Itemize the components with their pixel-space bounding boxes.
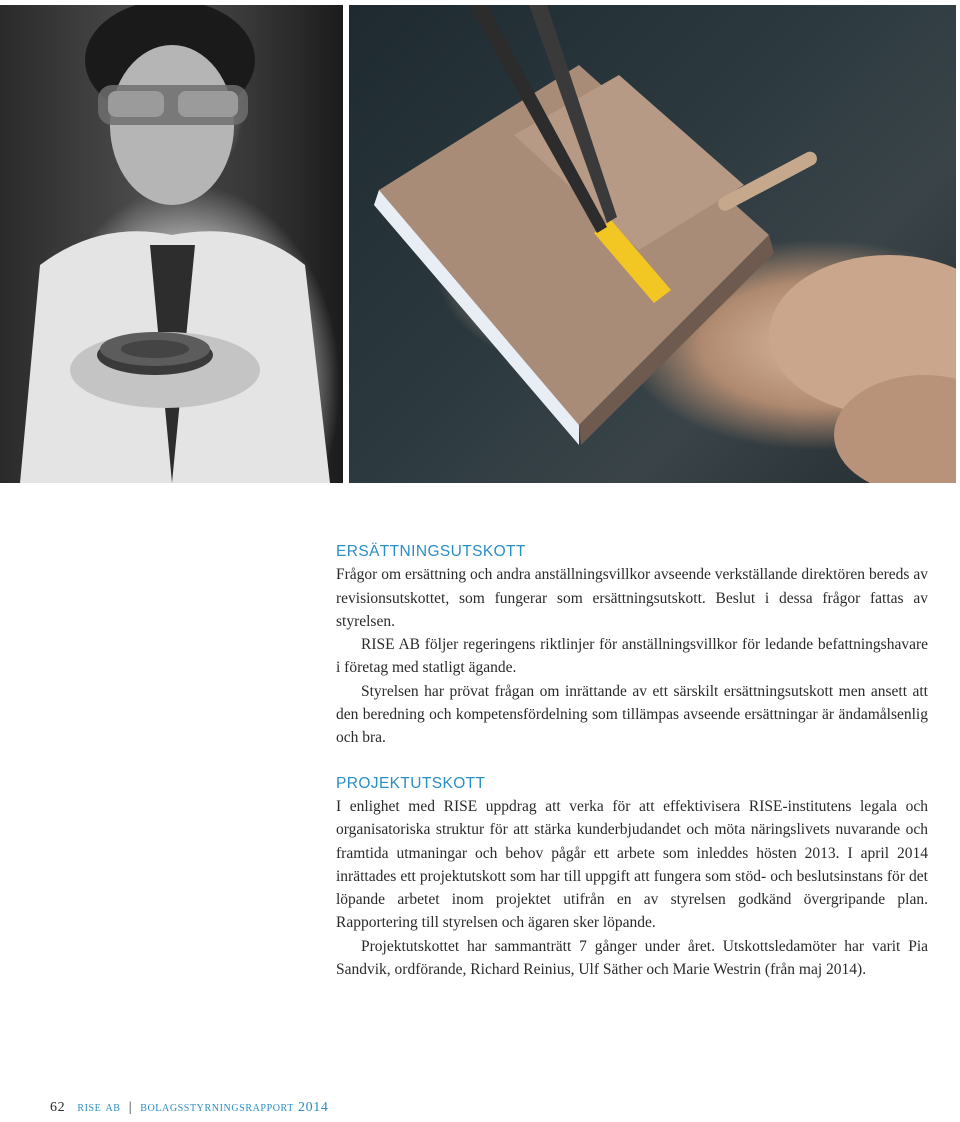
footer-separator: | xyxy=(128,1100,133,1115)
researcher-photo xyxy=(0,5,343,483)
paragraph: Styrelsen har prövat frågan om inrättande av ett särskilt ersättningsutskott men ansett att den beredning och kompetensfördelning som tillämpas avseende ersättningar är ändamålsenlig och bra. xyxy=(336,682,928,747)
page-footer xyxy=(50,1100,328,1116)
section-projektutskott xyxy=(336,772,928,982)
lab-component-photo xyxy=(349,5,956,483)
paragraph: I enlighet med RISE uppdrag att verka för att effektivisera RISE-institutens legala och organisatoriska struktur för att stärka kunderbjudandet och möta näringslivets nuvarande och framtida utmaningar och behov pågår ett arbete som inleddes hösten 2013. I april 2014 inrättades ett projektutskott som har till uppgift att fungera som stöd- och beslutsinstans för det löpande arbetet inom projektet utifrån en av styrelsen godkänd övergripande plan. Rapportering till styrelsen och ägaren sker löpande. xyxy=(336,797,928,932)
footer-report-title: bolagsstyrningsrapport 2014 xyxy=(140,1100,329,1115)
lab-component-illustration xyxy=(349,5,956,483)
paragraph: RISE AB följer regeringens riktlinjer för anställningsvillkor för ledande befattningshavare i företag med statligt ägande. xyxy=(336,636,928,677)
paragraph: Projektutskottet har sammanträtt 7 gånger under året. Utskottsledamöter har varit Pia Sandvik, ordförande, Richard Reinius, Ulf Säther och Marie Westrin (från maj 2014). xyxy=(336,937,928,979)
section-ersattningsutskott xyxy=(336,540,928,750)
paragraph: Frågor om ersättning och andra anställningsvillkor avseende verkställande direktören bereds av revisionsutskottet, som fungerar som ersättningsutskott. Beslut i dessa frågor fattas av styrelsen. xyxy=(336,566,928,630)
main-text-column xyxy=(336,540,928,981)
section-heading: ERSÄTTNINGSUTSKOTT xyxy=(336,543,526,560)
section-heading: PROJEKTUTSKOTT xyxy=(336,774,486,792)
footer-org: rise ab xyxy=(77,1100,121,1115)
researcher-illustration xyxy=(0,5,343,483)
page-number: 62 xyxy=(50,1100,66,1115)
